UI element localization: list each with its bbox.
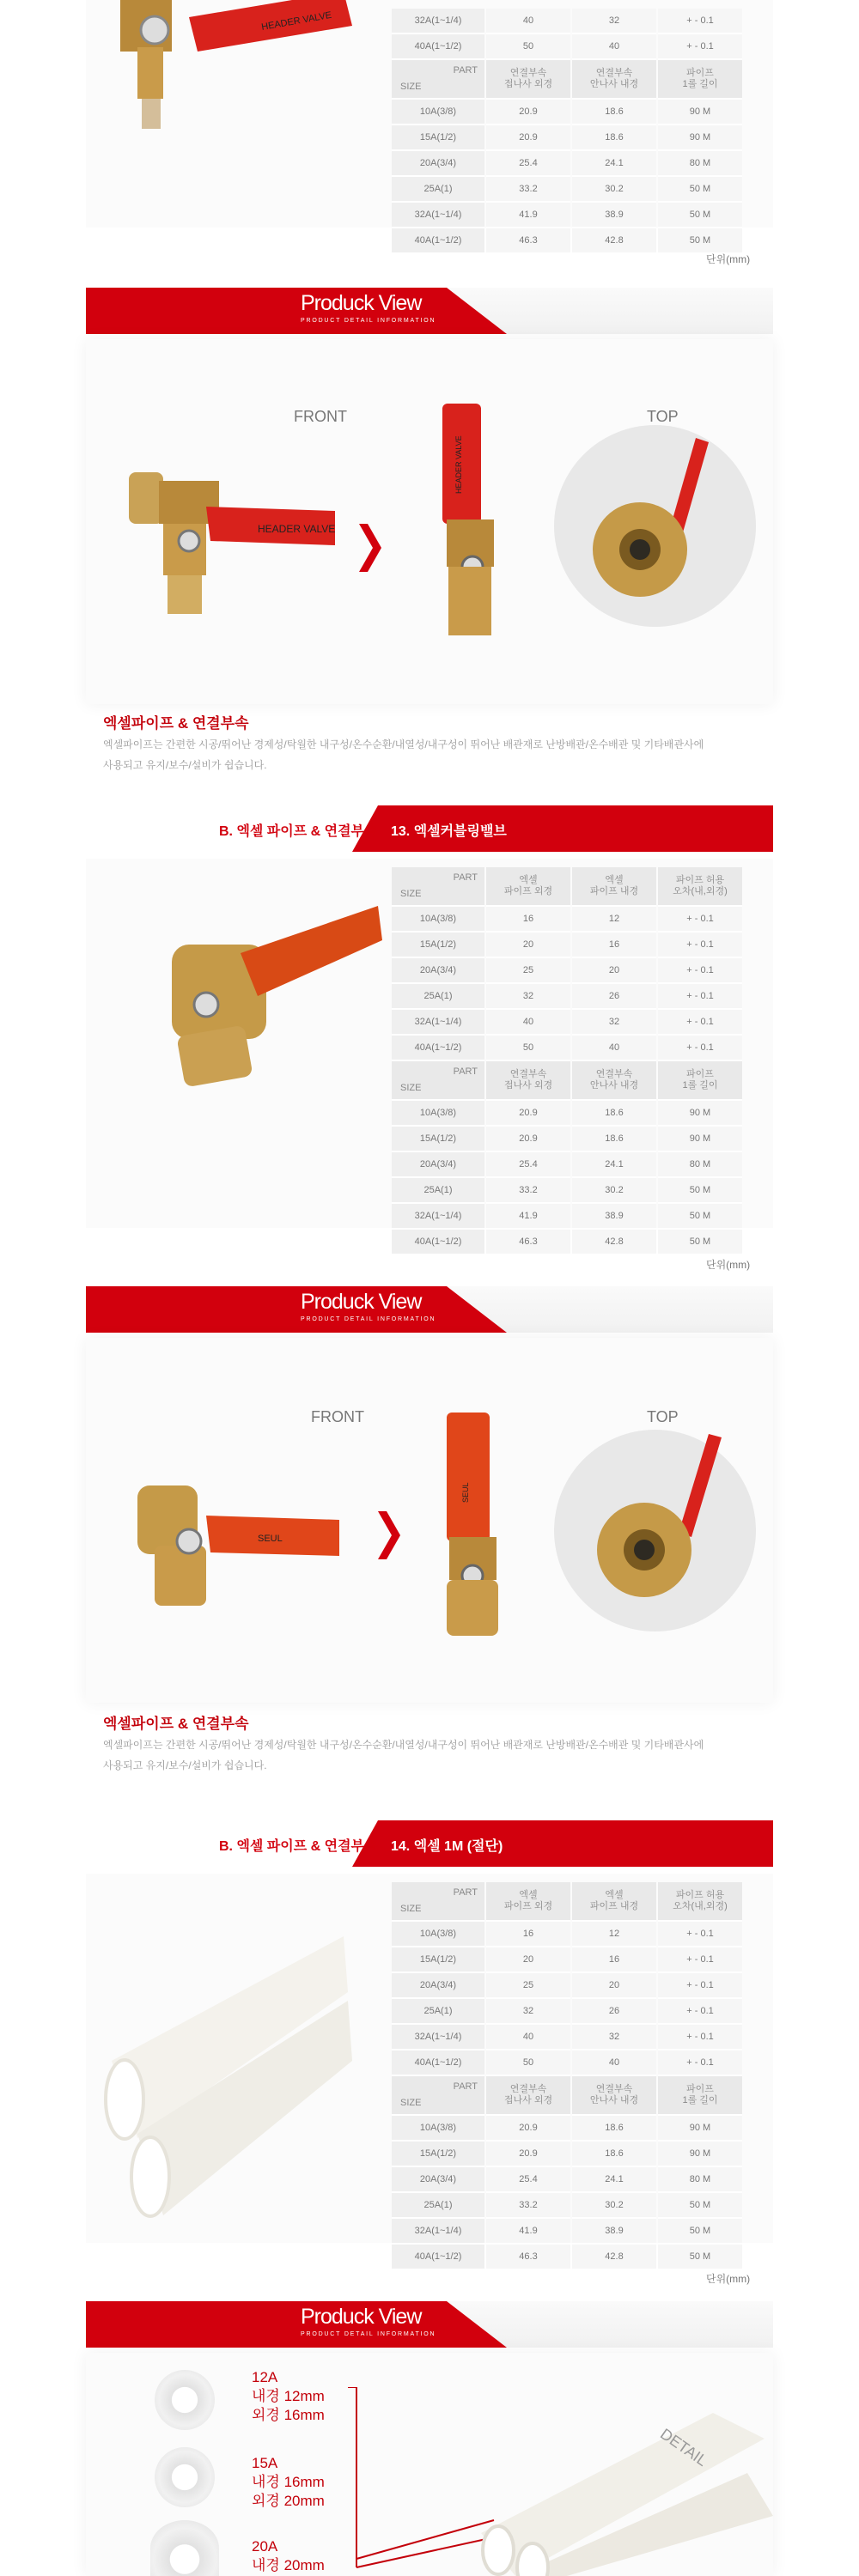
- banner-red-shape: [86, 288, 507, 334]
- spec-table-13: PART SIZE 엑셀 파이프 외경 엑셀 파이프 내경 파이프 허용 오차(내,외경) 10A(3/8) 16 12 + - 0.1 15A(1/2) 20 16 + - 0.1 20A(3/4) 25 20 + - 0.1 25A(1) 32 26 + - 0.1 32A(1~1/4) 40 32 + - 0.1 40A(1~1/2) 50 40 + - 0.1 PART SIZE 연결부속 접나사 외경 연결부속 안나사 내경 파이프 1롤 길이 10A(3/8) 20.9 18.6 90 M 15A(1/2) 20.9 18.6 90 M 20A(3/4) 25.4 24.1 80 M 25A(1) 33.2 30.2 50 M 32A(1~1/4) 41.9 38.9 50 M 40A(1~1/2) 46.3 42.8 50 M: [390, 867, 744, 1255]
- valve-front-image: [120, 455, 352, 627]
- pipe-size-a: 15A: [252, 2455, 278, 2471]
- pipe-size-20a: [252, 2537, 325, 2575]
- banner-title: Produck View: [301, 2305, 422, 2329]
- valve-front-image-orange: [129, 1460, 344, 1614]
- valve-side-image: [430, 399, 507, 644]
- pipe-size-inner: 내경 12mm: [252, 2388, 325, 2404]
- section-category: B. 엑셀 파이프 & 연결부속: [219, 824, 378, 839]
- banner-red-shape: [86, 2301, 507, 2348]
- pipe-size-inner: 내경 16mm: [252, 2474, 325, 2490]
- handle-text-side-orange: SEUL: [461, 1482, 470, 1503]
- unit-label: 단위(mm): [706, 1259, 751, 1271]
- top-label: TOP: [647, 1408, 679, 1425]
- pipe-detail-image: [464, 2404, 773, 2576]
- pipe-end-15a: [155, 2447, 215, 2507]
- description-body: 엑셀파이프는 간편한 시공/뛰어난 경제성/탁월한 내구성/온수순환/내열성/내구성이 뛰어난 배관재로 난방배관/온수배관 및 기타배관사에 사용되고 유지/보수/설비가 쉽습니다.: [103, 1739, 704, 1771]
- product-view-banner: [86, 2301, 773, 2348]
- product-view-banner: [86, 1286, 773, 1333]
- pipe-size-outer: 외경 20mm: [252, 2493, 325, 2509]
- section-title: 13. 엑셀커블링밸브: [391, 824, 507, 839]
- handle-text-front: HEADER VALVE: [258, 523, 336, 535]
- banner-red-shape: [86, 1286, 507, 1333]
- handle-text-side: HEADER VALVE: [454, 435, 463, 494]
- banner-subtitle: PRODUCT DETAIL INFORMATION: [301, 2331, 436, 2337]
- pipe-size-12a: [252, 2368, 325, 2425]
- valve-top-image: [584, 438, 739, 610]
- handle-text-orange: SEUL: [258, 1534, 283, 1544]
- chevron-right-icon: [359, 524, 381, 572]
- description-title: 엑셀파이프 & 연결부속: [103, 1716, 249, 1732]
- chevron-right-icon: [378, 1511, 400, 1559]
- detail-label: DETAIL: [657, 2425, 711, 2470]
- unit-label: 단위(mm): [706, 253, 751, 265]
- unit-label: 단위(mm): [706, 2273, 751, 2285]
- banner-subtitle: PRODUCT DETAIL INFORMATION: [301, 1316, 436, 1322]
- valve-image-red-top: [94, 0, 352, 129]
- section-title: 14. 엑셀 1M (절단): [391, 1839, 503, 1854]
- valve-side-image-orange: [434, 1408, 511, 1640]
- pipe-end-20a: [150, 2520, 219, 2576]
- coupling-valve-image: [163, 902, 387, 1099]
- pipe-size-15a: [252, 2454, 325, 2511]
- front-label: FRONT: [294, 408, 347, 425]
- pipe-size-a: 20A: [252, 2538, 278, 2555]
- pipe-image: [86, 1932, 352, 2241]
- banner-subtitle: PRODUCT DETAIL INFORMATION: [301, 318, 436, 324]
- product-view-banner: [86, 288, 773, 334]
- pipe-size-a: 12A: [252, 2369, 278, 2385]
- pipe-size-inner: 내경 20mm: [252, 2557, 325, 2573]
- section-category: B. 엑셀 파이프 & 연결부속: [219, 1839, 378, 1854]
- description-body: 엑셀파이프는 간편한 시공/뛰어난 경제성/탁월한 내구성/온수순환/내열성/내구성이 뛰어난 배관재로 난방배관/온수배관 및 기타배관사에 사용되고 유지/보수/설비가 쉽습니다.: [103, 738, 704, 771]
- valve-top-image-orange: [584, 1434, 739, 1614]
- section-banner-14: [86, 1820, 773, 1867]
- handle-text: HEADER VALVE: [260, 9, 332, 33]
- pipe-size-outer: 외경 16mm: [252, 2407, 325, 2423]
- banner-title: Produck View: [301, 1290, 422, 1314]
- front-label: FRONT: [311, 1408, 364, 1425]
- banner-title: Produck View: [301, 291, 422, 315]
- top-label: TOP: [647, 408, 679, 425]
- spec-table-14: PART SIZE 엑셀 파이프 외경 엑셀 파이프 내경 파이프 허용 오차(내,외경) 10A(3/8) 16 12 + - 0.1 15A(1/2) 20 16 + - 0.1 20A(3/4) 25 20 + - 0.1 25A(1) 32 26 + - 0.1 32A(1~1/4) 40 32 + - 0.1 40A(1~1/2) 50 40 + - 0.1 PART SIZE 연결부속 접나사 외경 연결부속 안나사 내경 파이프 1롤 길이 10A(3/8) 20.9 18.6 90 M 15A(1/2) 20.9 18.6 90 M 20A(3/4) 25.4 24.1 80 M 25A(1) 33.2 30.2 50 M 32A(1~1/4) 41.9 38.9 50 M 40A(1~1/2) 46.3 42.8 50 M: [390, 1882, 744, 2270]
- pipe-end-12a: [155, 2370, 215, 2430]
- spec-table-top: 32A(1~1/4) 40 32 + - 0.1 40A(1~1/2) 50 40 + - 0.1 PART SIZE 연결부속 접나사 외경 연결부속 안나사 내경 파이프 1롤 길이 10A(3/8) 20.9 18.6 90 M 15A(1/2) 20.9 18.6 90 M 20A(3/4) 25.4 24.1 80 M 25A(1) 33.2 30.2 50 M 32A(1~1/4) 41.9 38.9 50 M 40A(1~1/2) 46.3 42.8 50 M: [390, 9, 744, 254]
- description-title: 엑셀파이프 & 연결부속: [103, 715, 249, 732]
- section-banner-13: [86, 805, 773, 852]
